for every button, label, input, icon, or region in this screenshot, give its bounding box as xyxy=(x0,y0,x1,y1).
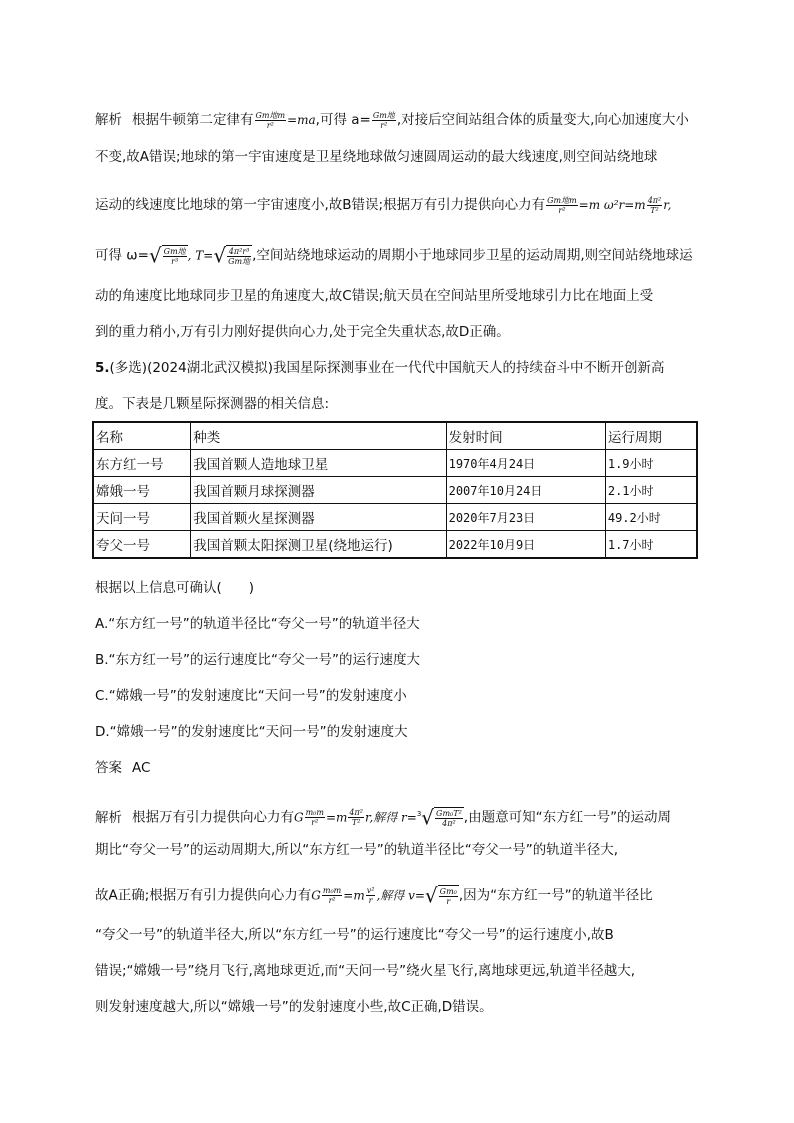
table-header-row xyxy=(93,422,697,450)
table-header: 发射时间 xyxy=(446,422,605,450)
table-row xyxy=(93,450,697,477)
table-cell: 2.1小时 xyxy=(605,477,697,504)
solution1-line-4: 可得 ω=√ $\frac{\text{Gm地}}{\text{r³}}$ , T=√ $\frac{\text{4π²r³}}{\text{Gm地}}$ ,空间站绕地球运动的周期小于地球同步卫星的运动周期,则空间站绕地球运 xyxy=(95,243,693,268)
answer-value: AC xyxy=(132,760,151,776)
solution2-line-5: 错误;“嫦娥一号”绕月飞行,离地球更近,而“天问一号”绕火星飞行,离地球更远,轨道半径越大, xyxy=(95,963,635,979)
table-cell: 东方红一号 xyxy=(93,450,191,477)
fraction: $\frac{\text{Gm地m}}{\text{r²}}$ xyxy=(255,110,286,130)
question-line-2: 度。下表是几颗星际探测器的相关信息: xyxy=(95,396,330,412)
fraction: $\frac{\text{4π²}}{\text{T²}}$ xyxy=(349,808,363,827)
table-cell: 1970年4月24日 xyxy=(446,450,605,477)
square-root: √ $\frac{\text{Gm地}}{\text{r³}}$ xyxy=(148,243,186,268)
fraction: $\frac{\text{v²}}{r}$ xyxy=(366,886,375,905)
table-header: 名称 xyxy=(93,422,191,450)
fraction: $\frac{\text{Gm地}}{\text{r²}}$ xyxy=(372,110,395,130)
table-cell: 我国首颗火星探测器 xyxy=(191,504,446,531)
table-cell: 2020年7月23日 xyxy=(446,504,605,531)
table-cell: 2007年10月24日 xyxy=(446,477,605,504)
table-cell: 我国首颗月球探测器 xyxy=(191,477,446,504)
solution-label: 解析 xyxy=(95,809,122,826)
table-cell: 天问一号 xyxy=(93,504,191,531)
answer-line xyxy=(95,758,150,778)
fraction: $\frac{\text{m₀m}}{\text{r²}}$ xyxy=(305,808,324,827)
table-row xyxy=(93,531,697,559)
table-cell: 嫦娥一号 xyxy=(93,477,191,504)
solution2-line-2: 期比“夸父一号”的运动周期大,所以“东方红一号”的轨道半径比“夸父一号”的轨道半径大, xyxy=(95,842,619,858)
table-row xyxy=(93,477,697,504)
probe-table xyxy=(92,421,698,559)
table-cell: 我国首颗人造地球卫星 xyxy=(191,450,446,477)
solution1-line-3: 运动的线速度比地球的第一宇宙速度小,故B错误;根据万有引力提供向心力有 $\frac{\text{Gm地m}}{\text{r²}}$ =m ω²r=m $\frac{\text{4π²}}{\text{T²}}$ r, xyxy=(95,195,672,215)
option-d: D.“嫦娥一号”的发射速度比“天问一号”的发射速度大 xyxy=(95,724,408,740)
table-cell: 1.7小时 xyxy=(605,531,697,559)
cube-root: √ $\frac{\text{Gm₀T²}}{\text{4π²}}$ xyxy=(421,805,462,830)
question-line-1: 5.(多选)(2024湖北武汉模拟)我国星际探测事业在一代代中国航天人的持续奋斗中不断开创新高 xyxy=(95,360,665,376)
solution1-line-2: 不变,故A错误;地球的第一宇宙速度是卫星绕地球做匀速圆周运动的最大线速度,则空间站绕地球 xyxy=(95,149,658,165)
fraction: $\frac{\text{m₀m}}{\text{r²}}$ xyxy=(322,886,342,905)
option-b: B.“东方红一号”的运行速度比“夸父一号”的运行速度大 xyxy=(95,652,421,668)
solution2-line-6: 则发射速度越大,所以“嫦娥一号”的发射速度小些,故C正确,D错误。 xyxy=(95,999,493,1015)
square-root: √ $\frac{\text{4π²r³}}{\text{Gm地}}$ xyxy=(213,243,251,268)
option-a: A.“东方红一号”的轨道半径比“夸父一号”的轨道半径大 xyxy=(95,616,420,632)
square-root: √ $\frac{\text{Gm₀}}{r}$ xyxy=(424,883,457,908)
table-header: 运行周期 xyxy=(605,422,697,450)
solution1-line-1: 解析 根据牛顿第二定律有 $\frac{\text{Gm地m}}{\text{r²}}$ =ma,可得 a= $\frac{\text{Gm地}}{\text{r²}}$ ,对接后空间站组合体的质量变大,向心加速度大小 xyxy=(95,110,689,130)
table-cell: 2022年10月9日 xyxy=(446,531,605,559)
solution2-line-1: 解析 根据万有引力提供向心力有G $\frac{\text{m₀m}}{\text{r²}}$ =m $\frac{\text{4π²}}{\text{T²}}$ r,解得 r=$^3$√ $\frac{\text{Gm₀T²}}{\text{4π²}}$ ,由题意可知“东方红一号”的运动周 xyxy=(95,805,672,830)
solution2-line-4: “夸父一号”的轨道半径大,所以“东方红一号”的运行速度比“夸父一号”的运行速度小,故B xyxy=(95,927,614,943)
option-c: C.“嫦娥一号”的发射速度比“天问一号”的发射速度小 xyxy=(95,688,407,704)
table-cell: 49.2小时 xyxy=(605,504,697,531)
fraction: $\frac{\text{Gm地m}}{\text{r²}}$ xyxy=(547,195,577,215)
solution-label: 解析 xyxy=(95,112,122,128)
table-cell: 我国首颗太阳探测卫星(绕地运行) xyxy=(191,531,446,559)
table-header: 种类 xyxy=(191,422,446,450)
question-prompt: 根据以上信息可确认( ) xyxy=(95,580,255,596)
table-row xyxy=(93,504,697,531)
table-cell: 夸父一号 xyxy=(93,531,191,559)
solution2-line-3: 故A正确;根据万有引力提供向心力有G $\frac{\text{m₀m}}{\text{r²}}$ =m $\frac{\text{v²}}{r}$ ,解得 v=√ $\frac{\text{Gm₀}}{r}$ ,因为“东方红一号”的轨道半径比 xyxy=(95,883,653,908)
solution1-line-5: 动的角速度比地球同步卫星的角速度大,故C错误;航天员在空间站里所受地球引力比在地面上受 xyxy=(95,288,654,304)
table-cell: 1.9小时 xyxy=(605,450,697,477)
answer-label: 答案 xyxy=(95,760,122,776)
question-number: 5. xyxy=(95,360,110,376)
solution1-line-6: 到的重力稍小,万有引力刚好提供向心力,处于完全失重状态,故D正确。 xyxy=(95,324,510,340)
fraction: $\frac{\text{4π²}}{\text{T²}}$ xyxy=(647,195,662,215)
